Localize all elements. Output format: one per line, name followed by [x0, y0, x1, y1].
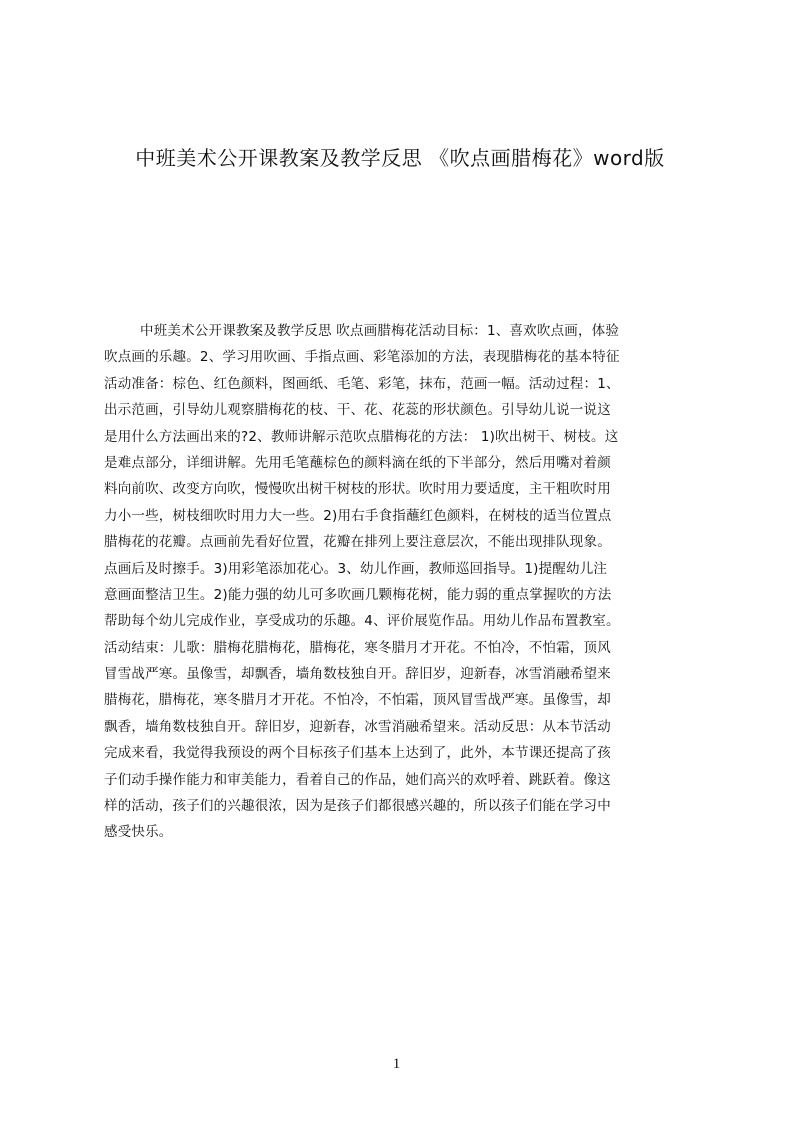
- body-line: 样的活动，孩子们的兴趣很浓，因为是孩子们都很感兴趣的，所以孩子们能在学习中: [104, 798, 611, 815]
- body-line: 冒雪战严寒。虽像雪，却飘香，墙角数枝独自开。辞旧岁，迎新春，冰雪消融希望来: [104, 666, 611, 683]
- body-line: 感受快乐。: [104, 824, 173, 841]
- body-line: 腊梅花的花瓣。点画前先看好位置，花瓣在排列上要注意层次，不能出现排队现象。: [104, 534, 611, 551]
- body-line: 帮助每个幼儿完成作业，享受成功的乐趣。4、评价展览作品。用幼儿作品布置教室。: [104, 613, 620, 630]
- body-line: 腊梅花，腊梅花，寒冬腊月才开花。不怕冷，不怕霜，顶风冒雪战严寒。虽像雪，却: [104, 692, 611, 709]
- body-line: 出示范画，引导幼儿观察腊梅花的枝、干、花、花蕊的形状颜色。引导幼儿说一说这: [104, 402, 611, 419]
- document-title: 中班美术公开课教案及教学反思 《吹点画腊梅花》word版: [135, 146, 665, 170]
- body-line: 飘香，墙角数枝独自开。辞旧岁，迎新春，冰雪消融希望来。活动反思：从本节活动: [104, 718, 611, 735]
- body-line: 中班美术公开课教案及教学反思 吹点画腊梅花活动目标：1、喜欢吹点画，体验: [140, 323, 620, 339]
- body-line: 力小一些，树枝细吹时用力大一些。2)用右手食指蘸红色颜料，在树枝的适当位置点: [104, 507, 612, 524]
- body-line: 是难点部分，详细讲解。先用毛笔蘸棕色的颜料滴在纸的下半部分，然后用嘴对着颜: [104, 454, 611, 471]
- body-line: 料向前吹、改变方向吹，慢慢吹出树干树枝的形状。吹时用力要适度，主干粗吹时用: [104, 481, 611, 498]
- body-line: 是用什么方法画出来的?2、教师讲解示范吹点腊梅花的方法： 1)吹出树干、树枝。这: [104, 428, 619, 445]
- body-line: 点画后及时擦手。3)用彩笔添加花心。3、幼儿作画，教师巡回指导。1)提醒幼儿注: [104, 560, 608, 577]
- body-line: 子们动手操作能力和审美能力，看着自己的作品，她们高兴的欢呼着、跳跃着。像这: [104, 771, 611, 788]
- page-number: 1: [392, 1056, 401, 1072]
- body-line: 意画面整洁卫生。2)能力强的幼儿可多吹画几颗梅花树，能力弱的重点掌握吹的方法: [104, 586, 612, 603]
- body-line: 完成来看，我觉得我预设的两个目标孩子们基本上达到了，此外，本节课还提高了孩: [104, 745, 611, 762]
- document-body: [104, 318, 698, 858]
- body-line: 活动结束：儿歌：腊梅花腊梅花，腊梅花，寒冬腊月才开花。不怕冷，不怕霜，顶风: [104, 639, 611, 656]
- body-line: 吹点画的乐趣。2、学习用吹画、手指点画、彩笔添加的方法，表现腊梅花的基本特征: [104, 349, 620, 366]
- body-line: 活动准备：棕色、红色颜料，图画纸、毛笔、彩笔，抹布，范画一幅。活动过程：1、: [104, 375, 620, 392]
